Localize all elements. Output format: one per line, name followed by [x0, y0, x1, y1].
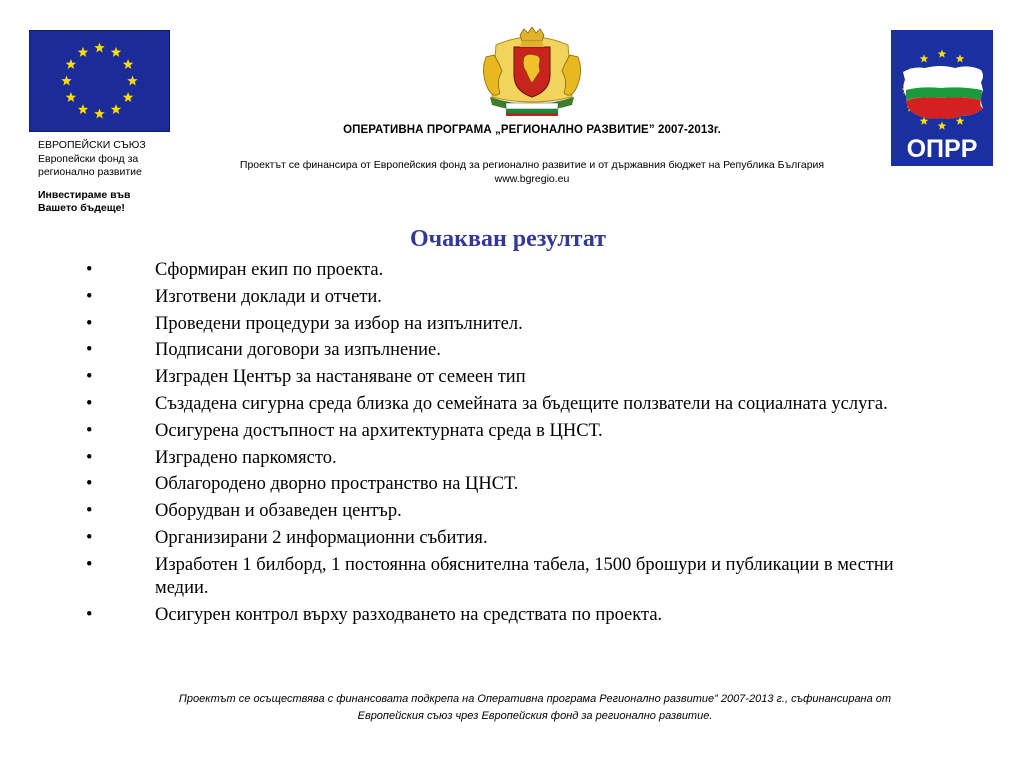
website-link[interactable]: www.bgregio.eu: [494, 173, 570, 185]
list-item-text: Осигурена достъпност на архитектурната среда в ЦНСТ.: [155, 420, 603, 441]
list-item: [0, 339, 1024, 362]
list-item: [0, 259, 1024, 282]
eu-flag-star-icon: [61, 76, 71, 86]
list-item: [0, 420, 1024, 443]
list-item-text: Оборудван и обзаведен център.: [155, 501, 402, 522]
list-item-text: Облагородено дворно пространство на ЦНСТ.: [155, 474, 519, 495]
list-item-text: Организирани 2 информационни събития.: [155, 527, 488, 548]
financing-statement: Проектът се финансира от Европейския фонд за регионално развитие и от държавния бюджет на Република България: [239, 159, 825, 171]
bullet-icon: •: [86, 286, 93, 307]
list-item-text: Създадена сигурна среда близка до семейната за бъдещите ползватели на социалната услуга.: [155, 393, 888, 414]
eu-flag-star-icon: [94, 109, 104, 119]
invest-slogan-line2: Вашето бъдеще!: [38, 202, 125, 214]
eu-flag-star-icon: [123, 92, 133, 102]
oprr-logo-text: ОПРР: [906, 135, 978, 163]
eu-union-label: ЕВРОПЕЙСКИ СЪЮЗ: [38, 139, 146, 151]
bullet-icon: •: [86, 340, 93, 361]
bullet-icon: •: [86, 447, 93, 468]
eu-flag-star-icon: [123, 59, 133, 69]
expected-results-list: [0, 259, 1024, 630]
bullet-icon: •: [86, 393, 93, 414]
bullet-icon: •: [86, 313, 93, 334]
list-item-text: Проведени процедури за избор на изпълнител.: [155, 313, 523, 334]
eu-flag-icon: [29, 30, 170, 132]
list-item-text: Изграден Център за настаняване от семеен тип: [155, 367, 526, 388]
bullet-icon: •: [86, 367, 93, 388]
list-item-text: Изготвени доклади и отчети.: [155, 286, 382, 307]
oprr-logo-icon: [891, 30, 993, 166]
list-item: [0, 604, 1024, 627]
footer-line-2: Европейския съюз чрез Европейския фонд за регионално развитие.: [357, 710, 713, 722]
list-item-text: Сформиран екип по проекта.: [155, 260, 384, 280]
eu-flag-star-icon: [66, 59, 76, 69]
program-title: ОПЕРАТИВНА ПРОГРАМА „РЕГИОНАЛНО РАЗВИТИЕ” 2007-2013г.: [343, 124, 721, 136]
section-title: Очакван резултат: [409, 226, 607, 252]
eu-flag-star-icon: [111, 104, 121, 114]
footer-line-1: Проектът се осъществява с финансовата подкрепа на Оперативна програма Регионално развитие” 2007-2013 г., съфинансирана от: [178, 693, 892, 705]
footer-note: [90, 691, 980, 725]
bullet-icon: •: [86, 527, 93, 548]
list-item: [0, 313, 1024, 336]
list-item: [0, 473, 1024, 496]
list-item: [0, 366, 1024, 389]
eu-flag-star-icon: [66, 92, 76, 102]
bullet-icon: •: [86, 554, 93, 575]
bulgarian-coat-of-arms-icon: [476, 27, 588, 117]
eu-flag-star-icon: [111, 47, 121, 57]
eu-fund-label-line1: Европейски фонд за: [38, 153, 139, 165]
invest-slogan-line1: Инвестираме във: [38, 189, 131, 201]
eu-flag-star-icon: [94, 43, 104, 53]
list-item-text: Изработен 1 билборд, 1 постоянна обяснителна табела, 1500 брошури и публикации в местни медии.: [155, 554, 894, 598]
list-item: [0, 393, 1024, 416]
bullet-icon: •: [86, 420, 93, 441]
list-item-text: Изградено паркомясто.: [155, 447, 337, 468]
list-item: [0, 527, 1024, 550]
list-item: [0, 500, 1024, 523]
eu-fund-label-line2: регионално развитие: [38, 166, 142, 178]
list-item: [0, 286, 1024, 309]
list-item: [0, 554, 1024, 600]
bullet-icon: •: [86, 604, 93, 625]
eu-flag-star-icon: [78, 47, 88, 57]
bullet-icon: •: [86, 501, 93, 522]
bullet-icon: •: [86, 474, 93, 495]
eu-flag-star-icon: [127, 76, 137, 86]
list-item-text: Осигурен контрол върху разходването на средствата по проекта.: [155, 604, 663, 625]
bullet-icon: •: [86, 260, 93, 280]
list-item: [0, 447, 1024, 470]
list-item-text: Подписани договори за изпълнение.: [155, 340, 441, 361]
eu-flag-star-icon: [78, 104, 88, 114]
